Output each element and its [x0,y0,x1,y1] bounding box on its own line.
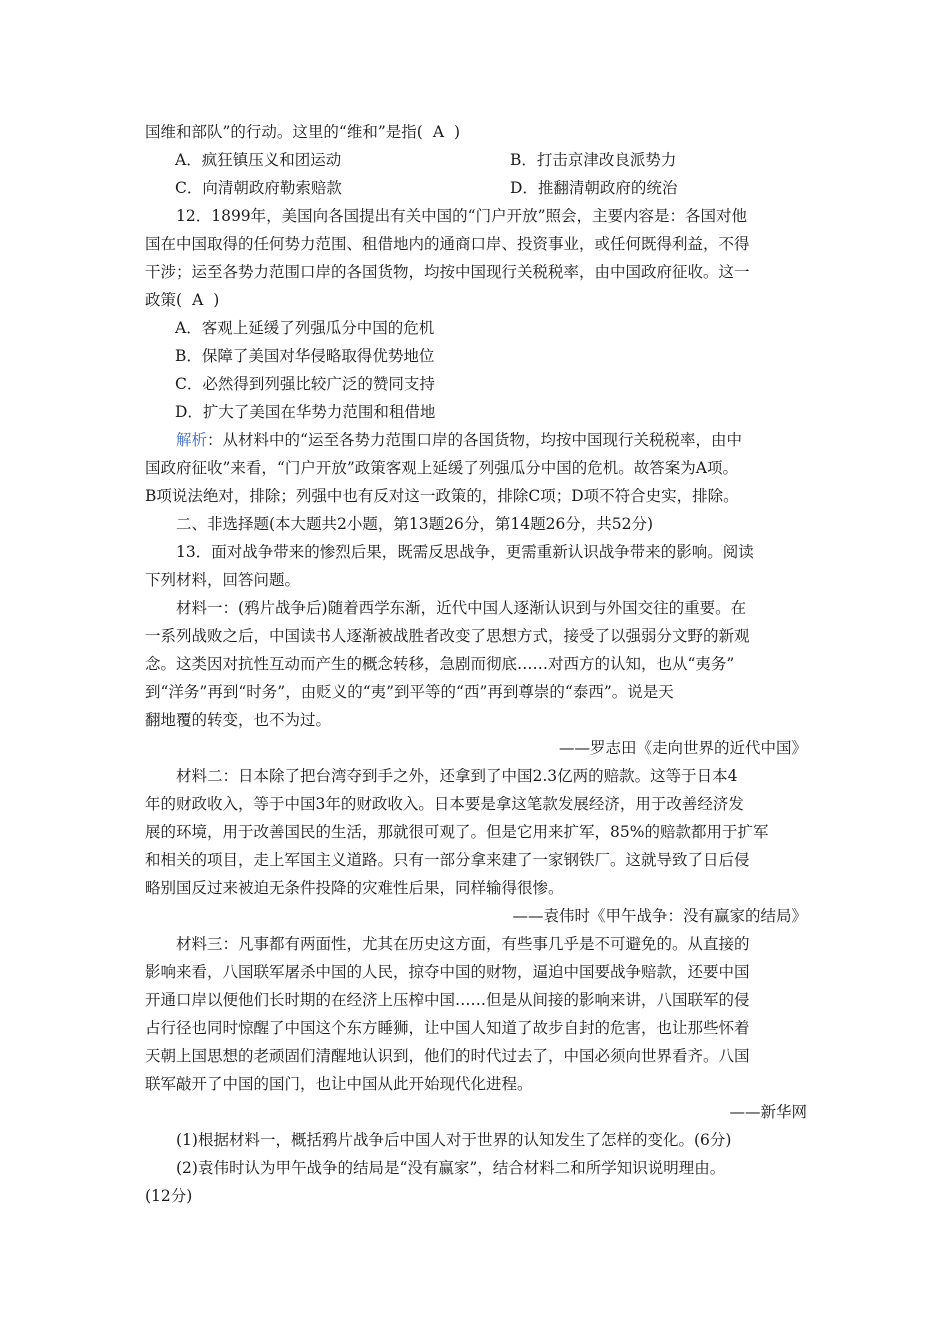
q11-stem-text: 国维和部队”的行动。这里的“维和”是指( [145,123,423,141]
q11-option-c: C．向清朝政府勒索赔款 [175,179,342,197]
material-3-source: ——新华网 [729,1103,807,1121]
q12-stem-close: ) [213,291,220,309]
material-2-line: 材料二：日本除了把台湾夺到手之外，还拿到了中国2.3亿两的赔款。这等于日本4 [176,767,738,785]
q12-option-d: D．扩大了美国在华势力范围和租借地 [175,403,436,421]
q13-intro-2: 下列材料，回答问题。 [145,571,301,589]
q11-options-row-2 [145,174,807,202]
material-1-line: 翻地覆的转变，也不为过。 [145,711,332,729]
q12-stem-text: 政策( [145,291,183,309]
q11-stem-tail [145,118,807,146]
material-3-line: 联军敲开了中国的国门，也让中国从此开始现代化进程。 [145,1075,533,1093]
material-2-line: 和相关的项目，走上军国主义道路。只有一部分拿来建了一家钢铁厂。这就导致了日后侵 [145,851,750,869]
material-1-source: ——罗志田《走向世界的近代中国》 [558,739,807,757]
q12-line-2: 国在中国取得的任何势力范围、租借地内的通商口岸、投资事业，或任何既得利益，不得 [145,235,750,253]
q11-stem-close: ) [454,123,461,141]
analysis-line-3: B项说法绝对，排除；列强中也有反对这一政策的，排除C项；D项不符合史实，排除。 [145,487,739,505]
material-2-source: ——袁伟时《甲午战争：没有赢家的结局》 [512,907,807,925]
q13-intro-1: 13．面对战争带来的惨烈后果，既需反思战争，更需重新认识战争带来的影响。阅读 [176,543,754,561]
material-2-line: 略别国反过来被迫无条件投降的灾难性后果，同样输得很惨。 [145,879,564,897]
q12-option-a: A．客观上延缓了列强瓜分中国的危机 [175,319,435,337]
analysis-text-1: ：从材料中的“运至各势力范围口岸的各国货物，均按中国现行关税税率，由中 [207,431,742,449]
material-3-line: 开通口岸以便他们长时期的在经济上压榨中国……但是从间接的影响来讲，八国联军的侵 [145,991,750,1009]
q11-option-a: A．疯狂镇压义和团运动 [175,151,342,169]
q11-options-row-1 [145,146,807,174]
q12-option-b: B．保障了美国对华侵略取得优势地位 [175,347,435,365]
q12-line-1: 12．1899年，美国向各国提出有关中国的“门户开放”照会，主要内容是：各国对他 [176,207,748,225]
document-page [145,118,807,1210]
analysis-line-2: 国政府征收”来看，“门户开放”政策客观上延缓了列强瓜分中国的危机。故答案为A项。 [145,459,738,477]
section-2-title: 二、非选择题(本大题共2小题，第13题26分，第14题26分，共52分) [176,515,654,533]
q12-line-3: 干涉；运至各势力范围口岸的各国货物，均按中国现行关税税率，由中国政府征收。这一 [145,263,750,281]
material-1-line: 一系列战败之后，中国读书人逐渐被战胜者改变了思想方式，接受了以强弱分文野的新观 [145,627,750,645]
material-2-line: 展的环境，用于改善国民的生活，那就很可观了。但是它用来扩军，85%的赔款都用于扩军 [145,823,769,841]
q12-answer: A [192,291,204,309]
q11-answer: A [432,123,445,141]
material-1-line: 念。这类因对抗性互动而产生的概念转移，急剧而彻底……对西方的认知，也从“夷务” [145,655,735,673]
q12-option-c: C．必然得到列强比较广泛的赞同支持 [175,375,435,393]
q11-option-d: D．推翻清朝政府的统治 [510,179,678,197]
q13-subquestion-1: (1)根据材料一，概括鸦片战争后中国人对于世界的认知发生了怎样的变化。(6分) [176,1131,732,1149]
q13-subquestion-2: (2)袁伟时认为甲午战争的结局是“没有赢家”，结合材料二和所学知识说明理由。 [176,1159,726,1177]
material-3-line: 天朝上国思想的老顽固们清醒地认识到，他们的时代过去了，中国必须向世界看齐。八国 [145,1047,750,1065]
q13-subquestion-2-points: (12分) [145,1187,193,1205]
material-1-line: 材料一：(鸦片战争后)随着西学东渐，近代中国人逐渐认识到与外国交往的重要。在 [176,599,747,617]
q11-option-b: B．打击京津改良派势力 [510,151,677,169]
analysis-label: 解析 [176,431,208,449]
material-1-line: 到“洋务”再到“时务”，由贬义的“夷”到平等的“西”再到尊崇的“泰西”。说是天 [145,683,674,701]
material-3-line: 材料三：凡事都有两面性，尤其在历史这方面，有些事几乎是不可避免的。从直接的 [176,935,750,953]
material-3-line: 占行径也同时惊醒了中国这个东方睡狮，让中国人知道了故步自封的危害，也让那些怀着 [145,1019,750,1037]
analysis-line-1 [145,426,807,454]
material-3-line: 影响来看，八国联军屠杀中国的人民，掠夺中国的财物，逼迫中国要战争赔款，还要中国 [145,963,750,981]
q12-line-4 [145,286,807,314]
material-2-line: 年的财政收入，等于中国3年的财政收入。日本要是拿这笔款发展经济，用于改善经济发 [145,795,744,813]
